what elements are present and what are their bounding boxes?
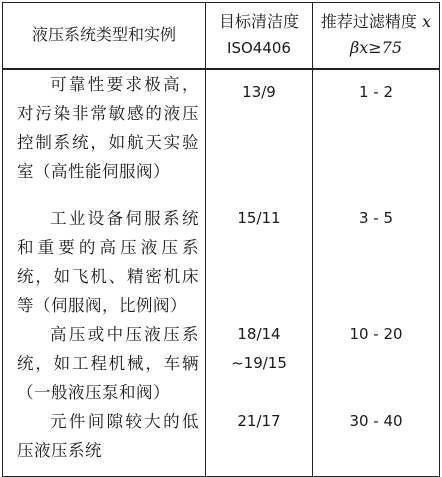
header-system: [3, 3, 206, 69]
row-cleanliness-range-end: ~19/15: [231, 353, 287, 372]
header-accuracy-ratio: βx≥75: [349, 38, 403, 58]
header-row: [3, 3, 440, 69]
row-cleanliness-value: 15/11: [237, 208, 281, 227]
row-system-cell: [3, 69, 206, 204]
row-system-text: 工业设备伺服系统和重要的高压液压系统，如飞机、精密机床等（伺服阀，比例阀）: [17, 208, 199, 315]
header-cleanliness-standard: ISO4406: [227, 39, 291, 58]
row-system-cell: [3, 204, 206, 320]
row-accuracy-cell: [313, 69, 440, 204]
row-cleanliness-value: 21/17: [237, 411, 281, 430]
header-accuracy-variable: x: [422, 12, 432, 32]
header-system-label: 液压系统类型和实例: [31, 25, 176, 45]
row-accuracy-cell: [313, 320, 440, 407]
header-accuracy: [313, 3, 440, 69]
row-accuracy-cell: [313, 204, 440, 320]
row-accuracy-value: 10 - 20: [349, 324, 403, 343]
header-accuracy-line1: [313, 9, 439, 35]
filtration-table: [2, 2, 440, 477]
table-row: [3, 69, 440, 204]
row-accuracy-value: 1 - 2: [358, 82, 394, 101]
row-system-cell: [3, 407, 206, 477]
header-cleanliness-label: 目标清洁度: [218, 12, 299, 32]
row-cleanliness-value: 13/9: [242, 82, 276, 101]
row-system-cell: [3, 320, 206, 407]
header-cleanliness: [206, 3, 313, 69]
header-accuracy-label: 推荐过滤精度: [320, 12, 417, 32]
row-system-text: 元件间隙较大的低压液压系统: [17, 411, 199, 460]
row-accuracy-value: 30 - 40: [349, 411, 403, 430]
row-cleanliness-cell: [206, 204, 313, 320]
row-system-text: 高压或中压液压系统，如工程机械，车辆（一般液压泵和阀）: [17, 324, 199, 402]
table-row: [3, 320, 440, 407]
table-row: [3, 407, 440, 477]
row-cleanliness-cell: [206, 320, 313, 407]
row-cleanliness-cell: [206, 407, 313, 477]
row-cleanliness-value: 18/14: [237, 324, 281, 343]
row-system-text: 可靠性要求极高，对污染非常敏感的液压控制系统，如航天实验室（高性能伺服阀）: [17, 74, 199, 181]
row-accuracy-value: 3 - 5: [358, 208, 394, 227]
row-accuracy-cell: [313, 407, 440, 477]
table-row: [3, 204, 440, 320]
row-cleanliness-cell: [206, 69, 313, 204]
